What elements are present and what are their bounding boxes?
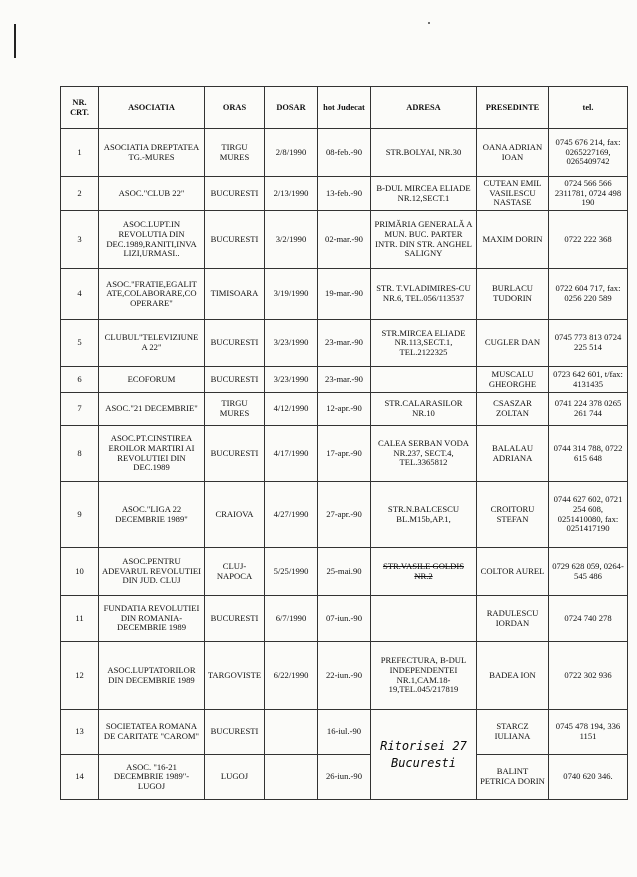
cell-oras: TIRGU MURES (205, 393, 265, 426)
cell-tel: 0744 627 602, 0721 254 608, 0251410080, fax: 0251417190 (549, 482, 628, 548)
cell-asociatia: SOCIETATEA ROMANA DE CARITATE "CAROM" (99, 710, 205, 755)
cell-asociatia: ASOC. "16-21 DECEMBRIE 1989"-LUGOJ (99, 755, 205, 800)
cell-dosar: 3/19/1990 (265, 269, 318, 320)
cell-nr: 1 (61, 129, 99, 177)
cell-oras: BUCURESTI (205, 211, 265, 269)
cell-adresa: PREFECTURA, B-DUL INDEPENDENTEI NR.1,CAM.18-19,TEL.045/217819 (371, 642, 477, 710)
header-presedinte: PRESEDINTE (477, 87, 549, 129)
cell-hot: 23-mar.-90 (318, 367, 371, 393)
cell-hot: 13-feb.-90 (318, 177, 371, 211)
cell-nr: 14 (61, 755, 99, 800)
cell-dosar: 4/17/1990 (265, 426, 318, 482)
header-row (61, 87, 628, 129)
table-row (61, 710, 628, 755)
cell-oras: TIMISOARA (205, 269, 265, 320)
cell-adresa: B-DUL MIRCEA ELIADE NR.12,SECT.1 (371, 177, 477, 211)
cell-presedinte: RADULESCU IORDAN (477, 596, 549, 642)
table-row (61, 320, 628, 367)
cell-nr: 10 (61, 548, 99, 596)
margin-mark (14, 24, 16, 58)
associations-table (60, 86, 628, 800)
cell-adresa: STR.MIRCEA ELIADE NR.113,SECT.1, TEL.2122325 (371, 320, 477, 367)
cell-nr: 5 (61, 320, 99, 367)
cell-tel: 0722 302 936 (549, 642, 628, 710)
cell-nr: 3 (61, 211, 99, 269)
cell-presedinte: MUSCALU GHEORGHE (477, 367, 549, 393)
cell-adresa: STR. T.VLADIMIRES-CU NR.6, TEL.056/113537 (371, 269, 477, 320)
cell-asociatia: ASOC.PENTRU ADEVARUL REVOLUTIEI DIN JUD. CLUJ (99, 548, 205, 596)
cell-tel: 0723 642 601, t/fax: 4131435 (549, 367, 628, 393)
cell-presedinte: STARCZ IULIANA (477, 710, 549, 755)
cell-asociatia: FUNDATIA REVOLUTIEI DIN ROMANIA-DECEMBRIE 1989 (99, 596, 205, 642)
cell-hot: 07-iun.-90 (318, 596, 371, 642)
cell-tel: 0724 740 278 (549, 596, 628, 642)
cell-tel: 0740 620 346. (549, 755, 628, 800)
cell-asociatia: ECOFORUM (99, 367, 205, 393)
table-row (61, 129, 628, 177)
cell-oras: TIRGU MURES (205, 129, 265, 177)
cell-oras: BUCURESTI (205, 367, 265, 393)
cell-nr: 13 (61, 710, 99, 755)
cell-asociatia: ASOC.PT.CINSTIREA EROILOR MARTIRI AI REVOLUTIEI DIN DEC.1989 (99, 426, 205, 482)
cell-oras: CRAIOVA (205, 482, 265, 548)
cell-hot: 19-mar.-90 (318, 269, 371, 320)
cell-adresa: STR.BOLYAI, NR.30 (371, 129, 477, 177)
cell-dosar: 3/2/1990 (265, 211, 318, 269)
cell-hot: 27-apr.-90 (318, 482, 371, 548)
table-row (61, 393, 628, 426)
cell-dosar: 3/23/1990 (265, 367, 318, 393)
cell-tel: 0745 478 194, 336 1151 (549, 710, 628, 755)
handwritten-address (371, 710, 477, 800)
cell-oras: BUCURESTI (205, 320, 265, 367)
cell-asociatia: ASOCIATIA DREPTATEA TG.-MURES (99, 129, 205, 177)
cell-dosar: 3/23/1990 (265, 320, 318, 367)
table-row (61, 642, 628, 710)
cell-asociatia: ASOC."FRATIE,EGALIT ATE,COLABORARE,CO OPERARE" (99, 269, 205, 320)
cell-dosar: 6/7/1990 (265, 596, 318, 642)
table-row (61, 269, 628, 320)
cell-oras: TARGOVISTE (205, 642, 265, 710)
cell-oras: BUCURESTI (205, 177, 265, 211)
cell-nr: 7 (61, 393, 99, 426)
cell-hot: 16-iul.-90 (318, 710, 371, 755)
header-dosar: DOSAR (265, 87, 318, 129)
cell-nr: 2 (61, 177, 99, 211)
handwritten-line-2: Bucuresti (390, 755, 457, 770)
cell-nr: 11 (61, 596, 99, 642)
cell-dosar (265, 755, 318, 800)
cell-presedinte: CROITORU STEFAN (477, 482, 549, 548)
cell-adresa (371, 367, 477, 393)
cell-hot: 12-apr.-90 (318, 393, 371, 426)
table-row (61, 755, 628, 800)
table-row (61, 426, 628, 482)
cell-hot: 08-feb.-90 (318, 129, 371, 177)
cell-presedinte: CUGLER DAN (477, 320, 549, 367)
cell-tel: 0722 604 717, fax: 0256 220 589 (549, 269, 628, 320)
cell-hot: 25-mai.90 (318, 548, 371, 596)
cell-presedinte: OANA ADRIAN IOAN (477, 129, 549, 177)
header-nr: NR. CRT. (61, 87, 99, 129)
cell-nr: 6 (61, 367, 99, 393)
table-row (61, 548, 628, 596)
cell-dosar: 4/12/1990 (265, 393, 318, 426)
cell-presedinte: CUTEAN EMIL VASILESCU NASTASE (477, 177, 549, 211)
cell-presedinte: MAXIM DORIN (477, 211, 549, 269)
cell-adresa (371, 596, 477, 642)
cell-nr: 8 (61, 426, 99, 482)
cell-oras: CLUJ-NAPOCA (205, 548, 265, 596)
cell-dosar: 2/13/1990 (265, 177, 318, 211)
cell-asociatia: ASOC.LUPTATORILOR DIN DECEMBRIE 1989 (99, 642, 205, 710)
cell-asociatia: ASOC."CLUB 22" (99, 177, 205, 211)
cell-presedinte: BALALAU ADRIANA (477, 426, 549, 482)
cell-nr: 9 (61, 482, 99, 548)
cell-adresa: STR.CALARASILOR NR.10 (371, 393, 477, 426)
cell-nr: 4 (61, 269, 99, 320)
cell-presedinte: BALINT PETRICA DORIN (477, 755, 549, 800)
cell-dosar: 6/22/1990 (265, 642, 318, 710)
cell-dosar: 2/8/1990 (265, 129, 318, 177)
cell-oras: BUCURESTI (205, 596, 265, 642)
cell-hot: 17-apr.-90 (318, 426, 371, 482)
table-row (61, 596, 628, 642)
cell-dosar: 5/25/1990 (265, 548, 318, 596)
cell-tel: 0744 314 788, 0722 615 648 (549, 426, 628, 482)
cell-tel: 0741 224 378 0265 261 744 (549, 393, 628, 426)
cell-oras: LUGOJ (205, 755, 265, 800)
cell-adresa-struck: STR.VASILE GOLDIS NR.2 (371, 548, 477, 596)
cell-presedinte: COLTOR AUREL (477, 548, 549, 596)
cell-tel: 0745 773 813 0724 225 514 (549, 320, 628, 367)
cell-hot: 23-mar.-90 (318, 320, 371, 367)
handwritten-line-1: Ritorisei 27 (380, 738, 467, 753)
cell-hot: 26-iun.-90 (318, 755, 371, 800)
cell-asociatia: ASOC."21 DECEMBRIE" (99, 393, 205, 426)
cell-hot: 02-mar.-90 (318, 211, 371, 269)
cell-adresa: PRIMĂRIA GENERALĂ A MUN. BUC. PARTER INTR. DIN STR. ANGHEL SALIGNY (371, 211, 477, 269)
cell-adresa: CALEA SERBAN VODA NR.237, SECT.4, TEL.3365812 (371, 426, 477, 482)
cell-adresa: STR.N.BALCESCU BL.M15b,AP.1, (371, 482, 477, 548)
table-row (61, 367, 628, 393)
cell-tel: 0745 676 214, fax: 0265227169, 0265409742 (549, 129, 628, 177)
header-oras: ORAS (205, 87, 265, 129)
header-asociatia: ASOCIATIA (99, 87, 205, 129)
cell-asociatia: CLUBUL"TELEVIZIUNE A 22" (99, 320, 205, 367)
cell-oras: BUCURESTI (205, 426, 265, 482)
header-tel: tel. (549, 87, 628, 129)
cell-hot: 22-iun.-90 (318, 642, 371, 710)
table-row (61, 482, 628, 548)
cell-tel: 0724 566 566 2311781, 0724 498 190 (549, 177, 628, 211)
cell-presedinte: BURLACU TUDORIN (477, 269, 549, 320)
cell-dosar: 4/27/1990 (265, 482, 318, 548)
table-row (61, 211, 628, 269)
cell-presedinte: CSASZAR ZOLTAN (477, 393, 549, 426)
cell-tel: 0729 628 059, 0264-545 486 (549, 548, 628, 596)
cell-presedinte: BADEA ION (477, 642, 549, 710)
scan-speck (428, 22, 430, 24)
cell-dosar (265, 710, 318, 755)
header-adresa: ADRESA (371, 87, 477, 129)
header-hot-judecat: hot Judecat (318, 87, 371, 129)
cell-asociatia: ASOC."LIGA 22 DECEMBRIE 1989" (99, 482, 205, 548)
table-row (61, 177, 628, 211)
cell-nr: 12 (61, 642, 99, 710)
cell-tel: 0722 222 368 (549, 211, 628, 269)
cell-asociatia: ASOC.LUPT.IN REVOLUTIA DIN DEC.1989,RANITI,INVA LIZI,URMASI.. (99, 211, 205, 269)
cell-oras: BUCURESTI (205, 710, 265, 755)
